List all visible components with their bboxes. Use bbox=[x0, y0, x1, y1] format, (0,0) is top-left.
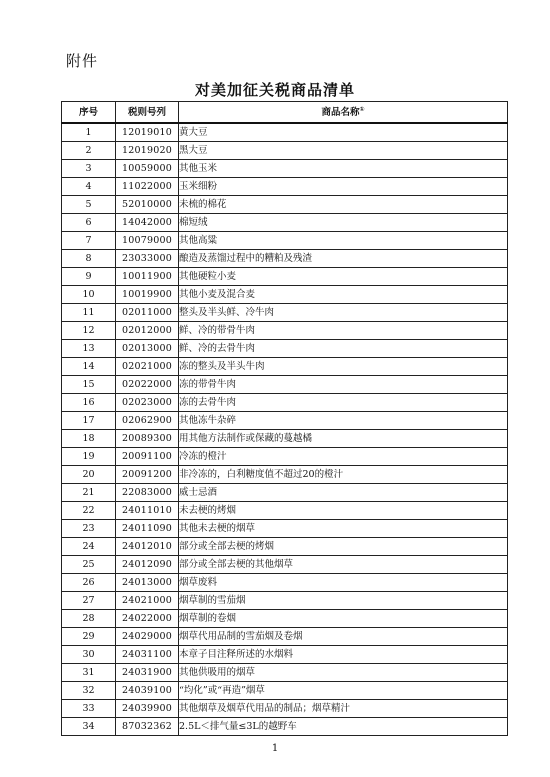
row-goods-name: 冷冻的橙汁 bbox=[179, 448, 508, 466]
row-index: 31 bbox=[62, 664, 116, 682]
table-row bbox=[62, 304, 508, 322]
row-tariff-code: 24022000 bbox=[116, 610, 179, 628]
row-index: 3 bbox=[62, 160, 116, 178]
row-goods-name: 玉米细粉 bbox=[179, 178, 508, 196]
row-goods-name: 其他玉米 bbox=[179, 160, 508, 178]
row-index: 20 bbox=[62, 466, 116, 484]
row-tariff-code: 24011090 bbox=[116, 520, 179, 538]
table-row bbox=[62, 196, 508, 214]
row-goods-name: 烟草废料 bbox=[179, 574, 508, 592]
document-title: 对美加征关税商品清单 bbox=[194, 81, 355, 99]
row-index: 25 bbox=[62, 556, 116, 574]
table-row bbox=[62, 214, 508, 232]
table-row bbox=[62, 286, 508, 304]
row-tariff-code: 10011900 bbox=[116, 268, 179, 286]
row-tariff-code: 02012000 bbox=[116, 322, 179, 340]
row-goods-name: 非冷冻的，白利糖度值不超过20的橙汁 bbox=[179, 466, 508, 484]
row-tariff-code: 02022000 bbox=[116, 376, 179, 394]
table-row bbox=[62, 556, 508, 574]
row-index: 29 bbox=[62, 628, 116, 646]
table-row bbox=[62, 700, 508, 718]
row-goods-name: 冻的带骨牛肉 bbox=[179, 376, 508, 394]
row-goods-name: 鲜、冷的去骨牛肉 bbox=[179, 340, 508, 358]
table-row bbox=[62, 466, 508, 484]
row-index: 15 bbox=[62, 376, 116, 394]
table-row bbox=[62, 160, 508, 178]
header-tariff-code: 税则号列 bbox=[116, 102, 179, 124]
row-tariff-code: 24021000 bbox=[116, 592, 179, 610]
row-tariff-code: 02023000 bbox=[116, 394, 179, 412]
row-goods-name: 本章子目注释所述的水烟料 bbox=[179, 646, 508, 664]
row-goods-name: 鲜、冷的带骨牛肉 bbox=[179, 322, 508, 340]
row-tariff-code: 10019900 bbox=[116, 286, 179, 304]
row-tariff-code: 10059000 bbox=[116, 160, 179, 178]
row-index: 10 bbox=[62, 286, 116, 304]
row-index: 32 bbox=[62, 682, 116, 700]
row-tariff-code: 20089300 bbox=[116, 430, 179, 448]
row-index: 11 bbox=[62, 304, 116, 322]
table-row bbox=[62, 484, 508, 502]
row-goods-name: 其他硬粒小麦 bbox=[179, 268, 508, 286]
table-row bbox=[62, 412, 508, 430]
row-tariff-code: 12019010 bbox=[116, 123, 179, 142]
row-goods-name: 其他供吸用的烟草 bbox=[179, 664, 508, 682]
row-index: 5 bbox=[62, 196, 116, 214]
table-row bbox=[62, 574, 508, 592]
table-row bbox=[62, 430, 508, 448]
row-goods-name: 2.5L＜排气量≤3L的越野车 bbox=[179, 718, 508, 736]
header-index: 序号 bbox=[62, 102, 116, 124]
table-row bbox=[62, 142, 508, 160]
goods-list-table bbox=[61, 101, 508, 736]
row-tariff-code: 24039100 bbox=[116, 682, 179, 700]
row-goods-name: 威士忌酒 bbox=[179, 484, 508, 502]
table-row bbox=[62, 592, 508, 610]
row-index: 12 bbox=[62, 322, 116, 340]
row-index: 27 bbox=[62, 592, 116, 610]
table-row bbox=[62, 610, 508, 628]
row-index: 28 bbox=[62, 610, 116, 628]
row-index: 24 bbox=[62, 538, 116, 556]
row-tariff-code: 20091100 bbox=[116, 448, 179, 466]
row-tariff-code: 24012010 bbox=[116, 538, 179, 556]
row-tariff-code: 24029000 bbox=[116, 628, 179, 646]
table-row bbox=[62, 448, 508, 466]
attachment-label: 附件 bbox=[66, 52, 99, 70]
row-goods-name: 黄大豆 bbox=[179, 123, 508, 142]
table-body bbox=[62, 123, 508, 736]
table-row bbox=[62, 502, 508, 520]
row-goods-name: 冻的整头及半头牛肉 bbox=[179, 358, 508, 376]
table-row bbox=[62, 664, 508, 682]
row-index: 18 bbox=[62, 430, 116, 448]
table-row bbox=[62, 394, 508, 412]
row-goods-name: 酿造及蒸馏过程中的糟粕及残渣 bbox=[179, 250, 508, 268]
row-tariff-code: 87032362 bbox=[116, 718, 179, 736]
row-goods-name: 冻的去骨牛肉 bbox=[179, 394, 508, 412]
row-tariff-code: 02011000 bbox=[116, 304, 179, 322]
row-index: 22 bbox=[62, 502, 116, 520]
row-index: 33 bbox=[62, 700, 116, 718]
row-index: 19 bbox=[62, 448, 116, 466]
table-row bbox=[62, 123, 508, 142]
row-goods-name: 黑大豆 bbox=[179, 142, 508, 160]
row-goods-name: 部分或全部去梗的其他烟草 bbox=[179, 556, 508, 574]
row-index: 7 bbox=[62, 232, 116, 250]
row-index: 34 bbox=[62, 718, 116, 736]
page-number: 1 bbox=[271, 743, 279, 754]
row-goods-name: 其他烟草及烟草代用品的制品；烟草精汁 bbox=[179, 700, 508, 718]
header-goods-name-label: 商品名称 bbox=[321, 106, 360, 118]
row-tariff-code: 24039900 bbox=[116, 700, 179, 718]
row-index: 17 bbox=[62, 412, 116, 430]
row-goods-name: 其他高粱 bbox=[179, 232, 508, 250]
row-tariff-code: 20091200 bbox=[116, 466, 179, 484]
row-tariff-code: 52010000 bbox=[116, 196, 179, 214]
row-tariff-code: 24012090 bbox=[116, 556, 179, 574]
table-row bbox=[62, 520, 508, 538]
row-index: 4 bbox=[62, 178, 116, 196]
table-row bbox=[62, 232, 508, 250]
row-index: 13 bbox=[62, 340, 116, 358]
row-index: 23 bbox=[62, 520, 116, 538]
row-goods-name: 部分或全部去梗的烤烟 bbox=[179, 538, 508, 556]
row-goods-name: 烟草制的卷烟 bbox=[179, 610, 508, 628]
row-goods-name: 烟草制的雪茄烟 bbox=[179, 592, 508, 610]
table-row bbox=[62, 682, 508, 700]
row-tariff-code: 02021000 bbox=[116, 358, 179, 376]
header-goods-name bbox=[179, 102, 508, 124]
row-goods-name: 其他小麦及混合麦 bbox=[179, 286, 508, 304]
footnote-marker: ① bbox=[359, 105, 365, 113]
table-row bbox=[62, 178, 508, 196]
table-row bbox=[62, 340, 508, 358]
table-row bbox=[62, 322, 508, 340]
row-tariff-code: 02062900 bbox=[116, 412, 179, 430]
row-tariff-code: 24031900 bbox=[116, 664, 179, 682]
row-tariff-code: 02013000 bbox=[116, 340, 179, 358]
table-row bbox=[62, 250, 508, 268]
row-tariff-code: 12019020 bbox=[116, 142, 179, 160]
row-goods-name: 用其他方法制作或保藏的蔓越橘 bbox=[179, 430, 508, 448]
table-row bbox=[62, 268, 508, 286]
row-index: 16 bbox=[62, 394, 116, 412]
row-goods-name: 烟草代用品制的雪茄烟及卷烟 bbox=[179, 628, 508, 646]
row-index: 26 bbox=[62, 574, 116, 592]
table-row bbox=[62, 718, 508, 736]
row-index: 14 bbox=[62, 358, 116, 376]
row-goods-name: 棉短绒 bbox=[179, 214, 508, 232]
row-tariff-code: 24013000 bbox=[116, 574, 179, 592]
row-tariff-code: 22083000 bbox=[116, 484, 179, 502]
row-goods-name: 未去梗的烤烟 bbox=[179, 502, 508, 520]
row-index: 2 bbox=[62, 142, 116, 160]
row-index: 9 bbox=[62, 268, 116, 286]
row-index: 21 bbox=[62, 484, 116, 502]
row-index: 1 bbox=[62, 123, 116, 142]
row-tariff-code: 24011010 bbox=[116, 502, 179, 520]
row-tariff-code: 24031100 bbox=[116, 646, 179, 664]
row-goods-name: “均化”或“再造”烟草 bbox=[179, 682, 508, 700]
row-tariff-code: 14042000 bbox=[116, 214, 179, 232]
row-index: 8 bbox=[62, 250, 116, 268]
row-goods-name: 其他未去梗的烟草 bbox=[179, 520, 508, 538]
row-goods-name: 整头及半头鲜、冷牛肉 bbox=[179, 304, 508, 322]
table-row bbox=[62, 646, 508, 664]
table-header-row bbox=[62, 102, 508, 124]
table-row bbox=[62, 628, 508, 646]
row-index: 6 bbox=[62, 214, 116, 232]
table-row bbox=[62, 538, 508, 556]
table-row bbox=[62, 376, 508, 394]
row-goods-name: 未梳的棉花 bbox=[179, 196, 508, 214]
row-tariff-code: 10079000 bbox=[116, 232, 179, 250]
row-index: 30 bbox=[62, 646, 116, 664]
row-tariff-code: 11022000 bbox=[116, 178, 179, 196]
table-row bbox=[62, 358, 508, 376]
row-goods-name: 其他冻牛杂碎 bbox=[179, 412, 508, 430]
row-tariff-code: 23033000 bbox=[116, 250, 179, 268]
